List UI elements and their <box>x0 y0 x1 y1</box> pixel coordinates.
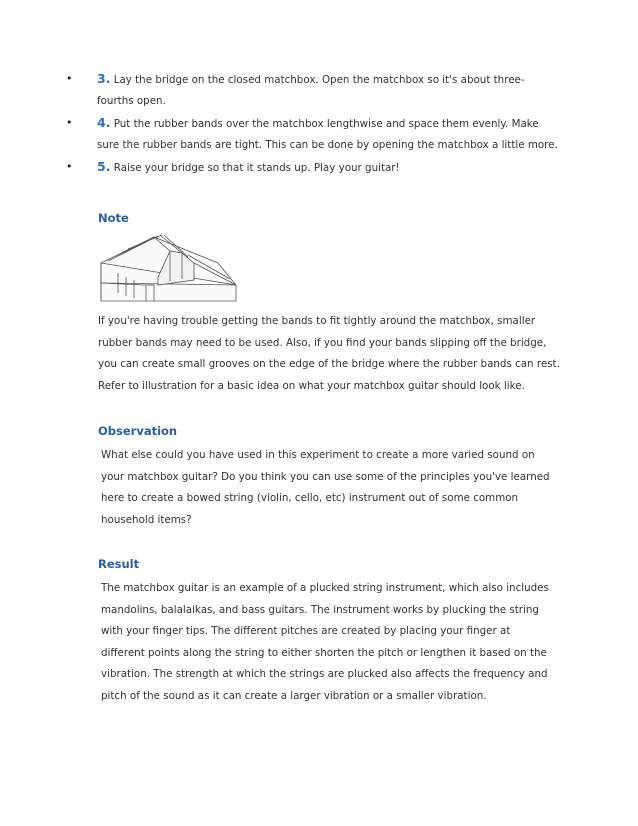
note-line: you can create small grooves on the edge of the bridge where the rubber bands can rest. <box>98 358 560 370</box>
result-paragraph <box>101 578 551 707</box>
note-line: Refer to illustration for a basic idea on what your matchbox guitar should look like. <box>98 379 525 392</box>
step-text-line: Put the rubber bands over the matchbox lengthwise and space them evenly. Make <box>113 118 539 130</box>
step-number: 5. <box>97 159 111 174</box>
bullet-icon: • <box>66 160 73 173</box>
step-4 <box>0 112 638 156</box>
matchbox-guitar-illustration <box>98 233 240 305</box>
result-line: pitch of the sound as it can create a larger vibration or a smaller vibration. <box>101 689 487 702</box>
bullet-icon: • <box>66 116 73 129</box>
step-text-line: Lay the bridge on the closed matchbox. Open the matchbox so it's about three- <box>113 74 525 86</box>
result-line: different points along the string to either shorten the pitch or lengthen it based on the <box>101 646 547 659</box>
observation-line: your matchbox guitar? Do you think you can use some of the principles you've learned <box>101 470 550 483</box>
step-number: 3. <box>97 71 111 86</box>
steps-list <box>0 68 638 179</box>
result-line: The matchbox guitar is an example of a plucked string instrument, which also includes <box>101 582 549 594</box>
step-text-line: sure the rubber bands are tight. This can be done by opening the matchbox a little more. <box>97 139 558 151</box>
note-line: rubber bands may need to be used. Also, if you find your bands slipping off the bridge, <box>98 336 547 349</box>
bullet-icon: • <box>66 72 73 85</box>
observation-line: What else could you have used in this experiment to create a more varied sound on <box>101 449 535 461</box>
step-3 <box>0 68 638 112</box>
result-line: mandolins, balalaikas, and bass guitars. The instrument works by plucking the string <box>101 603 539 616</box>
observation-paragraph <box>101 445 551 531</box>
note-heading: Note <box>98 211 129 225</box>
note-line: If you're having trouble getting the bands to fit tightly around the matchbox, smaller <box>98 315 536 327</box>
result-line: with your finger tips. The different pitches are created by placing your finger at <box>101 625 511 637</box>
result-heading: Result <box>98 557 140 571</box>
step-text-line: Raise your bridge so that it stands up. Play your guitar! <box>113 162 400 174</box>
observation-heading: Observation <box>98 424 178 438</box>
observation-line: household items? <box>101 513 192 526</box>
result-line: vibration. The strength at which the strings are plucked also affects the frequency and <box>101 668 548 680</box>
step-text-line: fourths open. <box>97 95 166 107</box>
step-5 <box>0 156 638 179</box>
note-paragraph <box>98 311 560 397</box>
observation-line: here to create a bowed string (violin, cello, etc) instrument out of some common <box>101 492 519 504</box>
step-number: 4. <box>97 115 111 130</box>
